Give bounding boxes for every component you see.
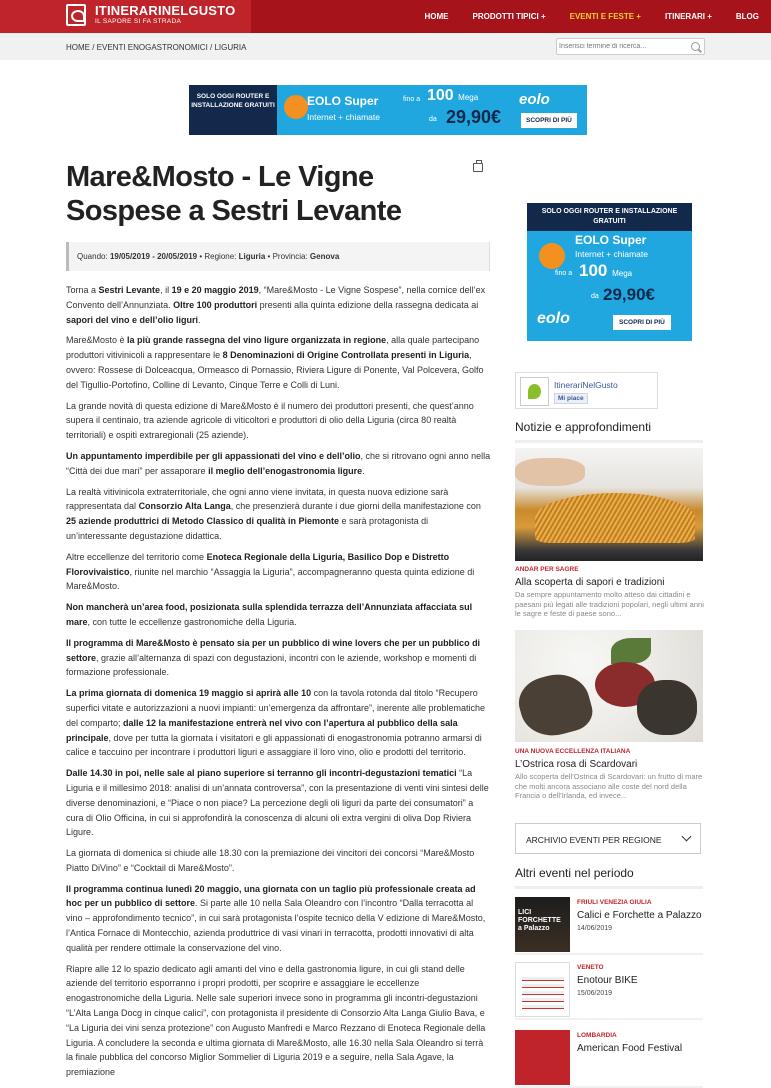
eolo-logo: eolo bbox=[519, 91, 550, 108]
event-region: VENETO bbox=[577, 964, 604, 971]
event-title[interactable]: Enotour BIKE bbox=[577, 975, 638, 986]
logo-icon bbox=[66, 4, 86, 26]
meta-province[interactable]: Genova bbox=[310, 252, 339, 261]
paragraph: La giornata di domenica si chiude alle 18.30 con la premiazione dei vincitori dei concorsi “Mare&Mosto Piatto DiVino” e “Cocktail di Mare&Mosto”. bbox=[66, 846, 491, 876]
ad-speed-value: 100 bbox=[579, 261, 607, 280]
event-date: 15/06/2019 bbox=[577, 990, 612, 997]
nav-prodotti-tipici[interactable]: PRODOTTI TIPICI + bbox=[461, 12, 558, 21]
event-thumbnail[interactable] bbox=[515, 1030, 570, 1085]
nav-itinerari[interactable]: ITINERARI + bbox=[653, 12, 724, 21]
ad-fino: fino a bbox=[555, 270, 572, 277]
eolo-logo: eolo bbox=[537, 310, 570, 328]
news-image-sagre[interactable] bbox=[515, 448, 703, 561]
event-region: FRIULI VENEZIA GIULIA bbox=[577, 899, 652, 906]
sub-bar bbox=[0, 33, 771, 60]
paragraph: La realtà vitivinicola extraterritoriale, che ogni anno viene invitata, in questa nuova edizione sarà rappresentata dal Consorzio Alta Langa, che presenzierà durante i due giorni della manifestazione con 25 aziende produttrici di Metodo Classico di qualità in Piemonte e sarà protagonista di un’interessante degustazione didattica. bbox=[66, 485, 491, 544]
site-logo[interactable] bbox=[0, 0, 251, 33]
paragraph: Un appuntamento imperdibile per gli appassionati del vino e dell’olio, che si ritrovano ogni anno nella “Città dei due mari” per assaporare il meglio dell’enogastronomia ligure. bbox=[66, 449, 491, 479]
banner-ad-top[interactable] bbox=[189, 85, 587, 135]
paragraph: La grande novità di questa edizione di Mare&Mosto è il numero dei produttori presenti, che quest’anno supera il centinaio, tra aziende agricole di viticoltori e produttori di olio della Liguria (circa 80 realtà territoriali) e ospiti extraregionali (25 aziende). bbox=[66, 399, 491, 443]
section-heading-altri-eventi: Altri eventi nel periodo bbox=[515, 866, 703, 889]
ad-speed bbox=[579, 261, 632, 281]
main-nav bbox=[413, 0, 771, 33]
avatar[interactable] bbox=[520, 377, 549, 406]
logo-title: ITINERARINELGUSTO bbox=[95, 4, 235, 17]
section-heading-notizie: Notizie e approfondimenti bbox=[515, 420, 703, 443]
facebook-widget bbox=[515, 372, 658, 409]
news-title[interactable]: L’Ostrica rosa di Scardovari bbox=[515, 759, 637, 770]
ad-price: 29,90€ bbox=[446, 107, 501, 128]
search-icon[interactable] bbox=[691, 42, 700, 51]
paragraph: Il programma di Mare&Mosto è pensato sia per un pubblico di wine lovers che per un pubblico di settore, grazie all’alternanza di spazi con degustazioni, incontri con le aziende, workshop e momenti di formazione professionale. bbox=[66, 636, 491, 680]
ad-subtitle: Internet + chiamate bbox=[575, 249, 648, 259]
nav-eventi-e-feste[interactable]: EVENTI E FESTE + bbox=[558, 12, 653, 21]
search-box bbox=[556, 38, 705, 55]
news-category[interactable]: ANDAR PER SAGRE bbox=[515, 566, 579, 573]
event-title[interactable]: Calici e Forchette a Palazzo bbox=[577, 910, 702, 921]
meta-when-label: Quando: bbox=[77, 252, 108, 261]
ad-badge-icon bbox=[284, 95, 308, 119]
event-thumbnail[interactable] bbox=[515, 897, 570, 952]
ad-speed-unit: Mega bbox=[612, 269, 632, 278]
facebook-page-name[interactable]: ItinerariNelGusto bbox=[554, 380, 618, 390]
breadcrumb[interactable]: HOME / EVENTI ENOGASTRONOMICI / LIGURIA bbox=[66, 43, 246, 52]
ad-fino: fino a bbox=[403, 96, 420, 103]
ad-da: da bbox=[591, 293, 599, 300]
facebook-like-button[interactable]: Mi piace bbox=[554, 393, 588, 404]
paragraph: La prima giornata di domenica 19 maggio si aprirà alle 10 con la tavola rotonda dal titolo “Recupero superfici vitate e autorizzazioni a nuovi impianti: un’emergenza da affrontare”, inerente alle problematiche del comparto; dalle 12 la manifestazione entrerà nel vivo con l’apertura al pubblico della sala principale, dove per tutta la giornata i visitatori e gli appassionati di enogastronomia potranno armarsi di calice e taccuino per incontrare i produttori liguri e assaggiare il loro vino, olio e prodotti del territorio. bbox=[66, 686, 491, 760]
ad-cta-button[interactable]: SCOPRI DI PIÙ bbox=[521, 113, 577, 128]
event-date: 14/06/2019 bbox=[577, 925, 612, 932]
paragraph: Il programma continua lunedì 20 maggio, una giornata con un taglio più professionale creata ad hoc per un pubblico di settore. Si parte alle 10 nella Sala Oleandro con l’incontro “Dalla terracotta al vino – approfondimento tecnico”, in cui sarà protagonista l’ospite tecnico della V edizione di Mare&Mosto, l’Antica Fornace di Montecchio, azienda produttrice di vasi vinari in terracotta, prodotti innovativi di alta qualità per rendere ottimale la conservazione del vino. bbox=[66, 882, 491, 956]
ad-speed-unit: Mega bbox=[458, 93, 478, 102]
ad-cta-button[interactable]: SCOPRI DI PIÙ bbox=[613, 315, 671, 330]
ad-da: da bbox=[429, 116, 437, 123]
archive-label: ARCHIVIO EVENTI PER REGIONE bbox=[526, 835, 662, 845]
news-excerpt: Allo scoperta dell’Ostrica di Scardovari: un frutto di mare che molti ancora associano alle coste del nord della Francia o dell’Irlanda, ed invece... bbox=[515, 772, 705, 801]
news-image-ostrica[interactable] bbox=[515, 630, 703, 742]
news-category[interactable]: UNA NUOVA ECCELLENZA ITALIANA bbox=[515, 748, 630, 755]
meta-region[interactable]: Liguria bbox=[239, 252, 266, 261]
news-excerpt: Da sempre appuntamento molto atteso dai cittadini e paesani più legati alle tradizioni popolari, negli ultimi anni le sagre e feste di paese sono... bbox=[515, 590, 705, 619]
event-title[interactable]: American Food Festival bbox=[577, 1043, 682, 1054]
ad-subtitle: Internet + chiamate bbox=[307, 112, 380, 122]
paragraph: Dalle 14.30 in poi, nelle sale al piano superiore si terranno gli incontri-degustazioni tematici “La Liguria e il millesimo 2018: analisi di un’annata controversa”, con la presentazione di venti vini sintesi delle diverse denominazioni, e “Piace o non piace? La percezione degli oli liguri da parte dei consumatori” a cura di Olio Officina, in cui si approfondirà la conoscenza di alcuni oli extra vergini di oliva Dop Riviera Ligure. bbox=[66, 766, 491, 840]
meta-province-label: Provincia: bbox=[273, 252, 308, 261]
event-thumbnail[interactable] bbox=[515, 962, 570, 1017]
ad-price: 29,90€ bbox=[603, 285, 655, 305]
ad-speed bbox=[427, 87, 478, 105]
ad-offer-text: SOLO OGGI ROUTER E INSTALLAZIONE GRATUITI bbox=[189, 85, 277, 135]
paragraph: Altre eccellenze del territorio come Enoteca Regionale della Liguria, Basilico Dop e Distretto Florovivaistico, riunite nel marchio “Assaggia la Liguria”, accompagneranno questa quinta edizione di Mare&Mosto. bbox=[66, 550, 491, 594]
ad-offer-text: SOLO OGGI ROUTER E INSTALLAZIONE GRATUITI bbox=[527, 203, 692, 231]
ad-badge-icon bbox=[539, 243, 565, 269]
ad-brand: EOLO Super bbox=[575, 233, 646, 247]
paragraph: Riapre alle 12 lo spazio dedicato agli amanti del vino e della gastronomia ligure, in cui gli stand delle aziende del territorio esporranno i propri prodotti, per scoprire e assaggiare le eccellenze enogastronomiche della Liguria. Nelle sale superiori invece sono in programma gli incontri-degustazioni “L’Alta Langa Docg in cinque calici”, con protagonista il presidente di Consorzio Alta Langa Giulio Bava, e “La Liguria dei vini senza protezione” con Augusto Manfredi e Marco Rezzano di Enoteca Regionale della Liguria. A concludere la seconda e ultima giornata di Mare&Mosto, alle 16.30 nella Sala Oleandro si terrà la finale pubblica del concorso Miglior Sommelier di Liguria 2019 e a seguire, nella Sala Agave, la premiazione bbox=[66, 962, 491, 1080]
nav-blog[interactable]: BLOG bbox=[724, 12, 771, 21]
archive-region-dropdown[interactable] bbox=[515, 823, 701, 854]
event-item[interactable] bbox=[515, 962, 703, 1020]
event-meta: Quando: 19/05/2019 - 20/05/2019 • Regione: Liguria • Provincia: Genova bbox=[66, 242, 490, 271]
page-title: Mare&Mosto - Le Vigne Sospese a Sestri Levante bbox=[66, 160, 486, 228]
search-input[interactable] bbox=[559, 40, 687, 53]
paragraph: Torna a Sestri Levante, il 19 e 20 maggio 2019, “Mare&Mosto - Le Vigne Sospese”, nella cornice dell’ex Convento dell’Annunziata. Oltre 100 produttori presenti alla quinta edizione della rassegna dedicata ai sapori del vino e dell’olio liguri. bbox=[66, 283, 491, 327]
event-item[interactable] bbox=[515, 1030, 703, 1088]
meta-region-label: Regione: bbox=[204, 252, 236, 261]
paragraph: Non mancherà un’area food, posizionata sulla splendida terrazza dell’Annunziata affacciata sul mare, con tutte le eccellenze gastronomiche della Liguria. bbox=[66, 600, 491, 630]
top-navbar bbox=[0, 0, 771, 33]
print-icon[interactable] bbox=[473, 163, 483, 172]
news-title[interactable]: Alla scoperta di sapori e tradizioni bbox=[515, 577, 665, 588]
nav-home[interactable]: HOME bbox=[413, 12, 461, 21]
event-item[interactable] bbox=[515, 897, 703, 955]
meta-when: 19/05/2019 - 20/05/2019 bbox=[110, 252, 197, 261]
banner-ad-side[interactable] bbox=[527, 203, 692, 341]
event-region: LOMBARDIA bbox=[577, 1032, 617, 1039]
article-body bbox=[66, 283, 491, 1086]
ad-brand: EOLO Super bbox=[307, 94, 378, 108]
chevron-down-icon bbox=[682, 832, 692, 842]
paragraph: Mare&Mosto è la più grande rassegna del vino ligure organizzata in regione, alla quale partecipano produttori vitivinicoli a rappresentare le 8 Denominazioni di Origine Controllata presenti in Liguria, ovvero: Rossese di Dolceacqua, Ormeasco di Pornassio, Riviera Ligure di Ponente, Val Polcevera, Golfo del Tigullio-Portofino, Colline di Levanto, Cinque Terre e Colli di Luni. bbox=[66, 333, 491, 392]
ad-speed-value: 100 bbox=[427, 87, 454, 104]
logo-subtitle: IL SAPORE SI FA STRADA bbox=[95, 17, 235, 26]
